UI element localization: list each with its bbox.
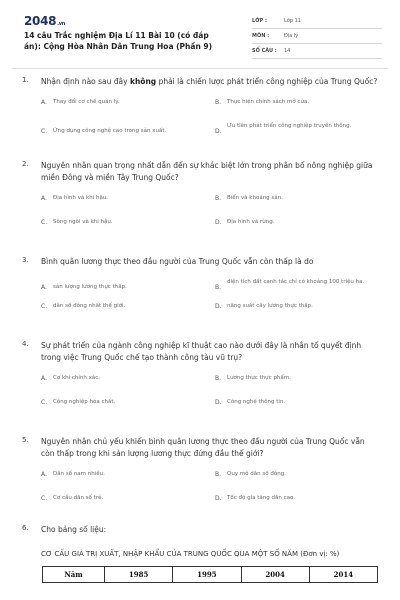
- option-b[interactable]: B. diện tích đất canh tác chỉ có khoảng 100 triệu ha.: [215, 279, 365, 291]
- option-c[interactable]: C. dân số đông nhất thế giới.: [41, 303, 126, 310]
- table-header-row: [43, 567, 378, 583]
- meta-value: Lớp 11: [284, 18, 301, 24]
- meta-row-class: [252, 14, 382, 29]
- emphasis-text: không: [129, 77, 157, 86]
- option-b[interactable]: B. Biển và khoáng sản.: [215, 195, 283, 202]
- question-text: Sự phát triển của ngành công nghiệp kĩ thuật cao nào dưới đây là nhân tố quyết định trong việc Trung Quốc chế tạo thành công tàu vũ trụ?: [41, 341, 362, 362]
- question-list: [0, 76, 400, 560]
- option-d[interactable]: D. Ưu tiên phát triển công nghiệp truyền thống.: [215, 123, 352, 135]
- question-4: [0, 340, 400, 422]
- document-title: 14 câu Trắc nghiệm Địa Lí 11 Bài 10 (có đáp án): Cộng Hòa Nhân Dân Trung Hoa (Phần 9): [24, 31, 213, 51]
- site-logo[interactable]: 2048.vn: [24, 14, 66, 28]
- table-header-cell: 1985: [105, 567, 173, 583]
- meta-key: MÔN :: [252, 33, 270, 39]
- option-c[interactable]: C. Công nghiệp hóa chất.: [41, 399, 116, 406]
- question-text: Cho bảng số liệu:: [41, 525, 107, 534]
- answer-options: [41, 470, 380, 518]
- option-a[interactable]: A. Cơ khí chính xác.: [41, 375, 101, 382]
- question-2: [0, 160, 400, 242]
- question-text: Bình quân lương thực theo đầu người của Trung Quốc vẫn còn thấp là do: [41, 257, 314, 266]
- option-c[interactable]: C. Cơ cấu dân số trẻ.: [41, 495, 104, 502]
- option-d[interactable]: D. Địa hình và rừng.: [215, 219, 275, 226]
- meta-row-subject: [252, 29, 382, 44]
- table-header-cell: 1995: [173, 567, 241, 583]
- table-title: CƠ CẤU GIÁ TRỊ XUẤT, NHẬP KHẨU CỦA TRUNG QUỐC QUA MỘT SỐ NĂM (Đơn vị: %): [41, 550, 340, 558]
- question-number: 3.: [22, 256, 29, 264]
- option-b[interactable]: B. Thực hiện chính sách mở cửa.: [215, 99, 310, 106]
- option-a[interactable]: A. Thay đổi cơ chế quản lý.: [41, 99, 120, 106]
- option-a[interactable]: A. Địa hình và khí hậu.: [41, 195, 109, 202]
- option-c[interactable]: C. Sông ngòi và khí hậu.: [41, 219, 113, 226]
- question-1: [0, 76, 400, 146]
- option-d[interactable]: D. Tốc độ gia tăng dân cao.: [215, 495, 295, 502]
- question-text: Nhận định nào sau đây không phải là chiến lược phát triển công nghiệp của Trung Quốc?: [41, 77, 378, 86]
- answer-options: [41, 374, 380, 422]
- answer-options: [41, 194, 380, 242]
- header-divider: [12, 68, 388, 69]
- meta-key: SỐ CÂU :: [252, 48, 277, 54]
- question-5: [0, 436, 400, 518]
- table-header-cell: 2004: [241, 567, 309, 583]
- meta-key: LỚP :: [252, 18, 267, 24]
- option-a[interactable]: A. sản lượng lương thực thấp.: [41, 284, 127, 291]
- question-number: 5.: [22, 436, 29, 444]
- answer-options: [41, 278, 380, 326]
- meta-row-count: [252, 44, 382, 59]
- question-6: [0, 524, 400, 560]
- option-a[interactable]: A. Dân số nam nhiều.: [41, 471, 105, 478]
- question-text: Nguyên nhân chủ yếu khiến bình quân lương thực theo đầu người của Trung Quốc vẫn còn thấp trong khi sản lượng lương thực đứng đầu thế giới?: [41, 437, 365, 458]
- option-d[interactable]: D. Công nghệ thông tin.: [215, 399, 286, 406]
- option-b[interactable]: B. Lương thực thực phẩm.: [215, 375, 291, 382]
- table-header-cell: 2014: [309, 567, 377, 583]
- meta-value: Địa lý: [284, 33, 299, 39]
- question-3: [0, 256, 400, 326]
- question-number: 6.: [22, 524, 29, 532]
- question-number: 1.: [22, 76, 29, 84]
- question-number: 4.: [22, 340, 29, 348]
- table-header-cell: Năm: [43, 567, 105, 583]
- option-d[interactable]: D. năng suất cây lương thực thấp.: [215, 303, 313, 310]
- question-text: Nguyên nhân quan trọng nhất dẫn đến sự khác biệt lớn trong phân bố nông nghiệp giữa miền Đông và miền Tây Trung Quốc?: [41, 161, 373, 182]
- document-meta: [252, 14, 382, 59]
- document-header: [0, 0, 400, 64]
- meta-value: 14: [284, 48, 291, 54]
- data-table: [42, 566, 378, 583]
- answer-options: [41, 98, 380, 146]
- option-b[interactable]: B. Quy mô dân số đông.: [215, 471, 286, 478]
- option-c[interactable]: C. Ứng dụng công nghệ cao trong sản xuất.: [41, 128, 167, 135]
- question-number: 2.: [22, 160, 29, 168]
